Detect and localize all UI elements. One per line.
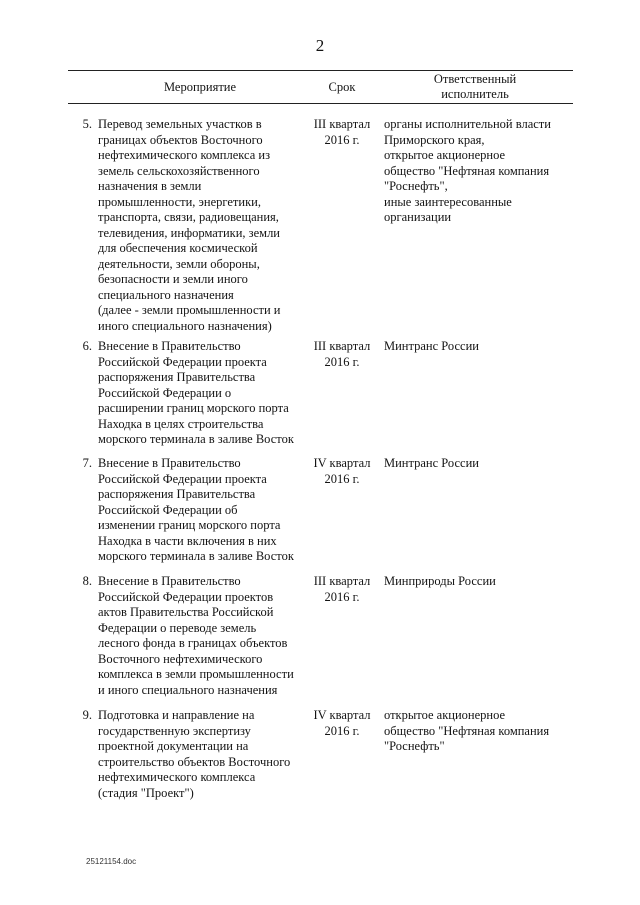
row-number: 9. (82, 708, 92, 722)
responsible-line: общество "Нефтяная компания (384, 723, 550, 738)
event-line: безопасности и земли иного (98, 272, 248, 286)
event-line: и иного специального назначения (98, 682, 278, 697)
event-line: (стадия "Проект") (98, 785, 194, 800)
header-responsible-line: Ответственный (433, 72, 517, 86)
event-line: расширении границ морского порта (98, 401, 289, 415)
event-line: нефтехимического комплекса (98, 770, 256, 784)
event-cell (98, 574, 310, 698)
event-line: изменении границ морского порта (98, 518, 281, 532)
responsible-line: общество "Нефтяная компания (384, 163, 550, 178)
responsible-cell (384, 456, 564, 472)
event-line: проектной документации на (98, 739, 249, 753)
term-line: 2016 г. (324, 471, 360, 486)
responsible-line: Минтранс России (384, 339, 479, 353)
event-line: земель сельскохозяйственного (98, 163, 260, 178)
responsible-line: органы исполнительной власти (384, 117, 551, 131)
term-cell (310, 574, 374, 605)
event-line: назначения в земли (98, 179, 202, 193)
header-event: Мероприятие (163, 80, 237, 94)
event-line: лесного фонда в границах объектов (98, 636, 288, 650)
event-line: морского терминала в заливе Восток (98, 432, 294, 446)
event-line: Российской Федерации о (98, 385, 232, 400)
term-line: III квартал (313, 339, 371, 353)
event-line: Внесение в Правительство (98, 339, 241, 353)
page-number: 2 (315, 36, 325, 55)
responsible-line: "Роснефть" (384, 739, 445, 753)
event-line: (далее - земли промышленности и (98, 303, 281, 317)
row-number: 7. (82, 456, 92, 470)
responsible-line: Приморского края, (384, 132, 485, 147)
term-cell (310, 708, 374, 739)
event-line: Федерации о переводе земель (98, 620, 257, 635)
term-line: III квартал (313, 574, 371, 588)
term-cell (310, 339, 374, 370)
event-line: нефтехимического комплекса из (98, 148, 271, 162)
event-line: Российской Федерации об (98, 502, 238, 517)
header-term: Срок (328, 80, 356, 94)
header-responsible (380, 72, 570, 102)
event-line: Российской Федерации проекта (98, 471, 267, 486)
responsible-line: организации (384, 210, 452, 224)
event-line: телевидения, информатики, земли (98, 225, 281, 240)
term-line: 2016 г. (324, 589, 360, 604)
event-line: специального назначения (98, 287, 234, 302)
responsible-line: Минприроды России (384, 574, 496, 588)
event-cell (98, 456, 310, 565)
event-line: распоряжения Правительства (98, 370, 256, 384)
term-line: IV квартал (313, 456, 371, 470)
event-line: иного специального назначения) (98, 318, 272, 333)
event-line: морского терминала в заливе Восток (98, 549, 294, 563)
responsible-cell (384, 339, 564, 355)
event-line: комплекса в земли промышленности (98, 667, 294, 681)
term-cell (310, 456, 374, 487)
event-line: Внесение в Правительство (98, 574, 241, 588)
row-number: 5. (82, 117, 92, 131)
table-top-rule (68, 70, 573, 71)
term-line: 2016 г. (324, 132, 360, 147)
event-line: актов Правительства Российской (98, 605, 274, 619)
responsible-line: открытое акционерное (384, 708, 506, 722)
event-line: распоряжения Правительства (98, 487, 256, 501)
event-line: строительство объектов Восточного (98, 754, 291, 769)
event-line: границах объектов Восточного (98, 132, 263, 147)
table-header-rule (68, 103, 573, 104)
event-line: Находка в части включения в них (98, 533, 277, 548)
responsible-line: Минтранс России (384, 456, 479, 470)
event-line: Внесение в Правительство (98, 456, 241, 470)
responsible-cell (384, 708, 564, 755)
event-line: Перевод земельных участков в (98, 117, 262, 131)
event-line: Находка в целях строительства (98, 416, 264, 431)
file-name: 25121154.doc (86, 857, 137, 866)
term-line: 2016 г. (324, 723, 360, 738)
responsible-line: иные заинтересованные (384, 194, 512, 209)
event-line: Российской Федерации проекта (98, 354, 267, 369)
term-line: 2016 г. (324, 354, 360, 369)
term-line: IV квартал (313, 708, 371, 722)
row-number: 6. (82, 339, 92, 353)
event-line: деятельности, земли обороны, (98, 256, 260, 271)
term-line: III квартал (313, 117, 371, 131)
responsible-cell (384, 574, 564, 590)
responsible-cell (384, 117, 564, 226)
event-line: Российской Федерации проектов (98, 589, 274, 604)
event-line: для обеспечения космической (98, 241, 258, 255)
event-line: транспорта, связи, радиовещания, (98, 210, 279, 224)
row-number: 8. (82, 574, 92, 588)
event-line: Подготовка и направление на (98, 708, 255, 722)
term-cell (310, 117, 374, 148)
event-line: Восточного нефтехимического (98, 651, 263, 666)
event-cell (98, 708, 310, 801)
responsible-line: открытое акционерное (384, 148, 506, 162)
event-cell (98, 117, 310, 334)
event-line: государственную экспертизу (98, 723, 251, 738)
event-cell (98, 339, 310, 448)
event-line: промышленности, энергетики, (98, 194, 261, 209)
responsible-line: "Роснефть", (384, 179, 448, 193)
header-responsible-line: исполнитель (441, 87, 509, 101)
